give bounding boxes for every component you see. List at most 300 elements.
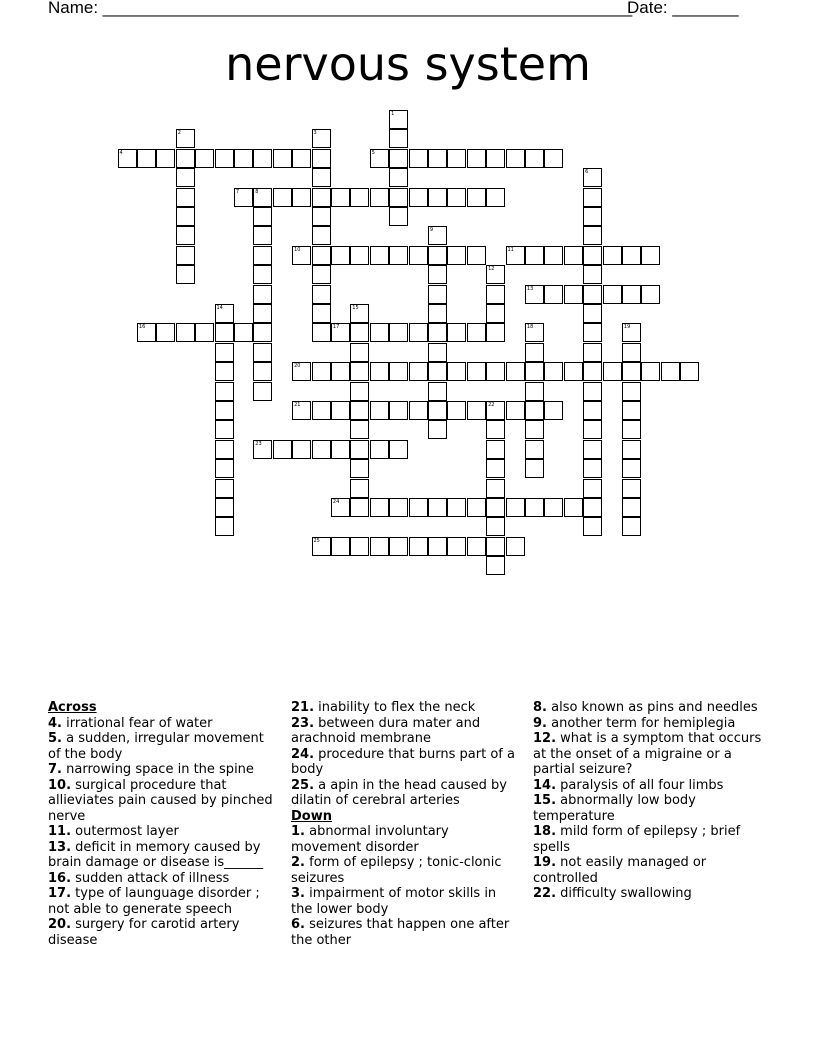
- clue-number: 1.: [291, 824, 305, 839]
- grid-cell[interactable]: [195, 149, 214, 168]
- grid-cell[interactable]: [253, 265, 272, 284]
- grid-cell[interactable]: [641, 362, 660, 381]
- grid-cell[interactable]: [409, 323, 428, 342]
- clue-item: [48, 716, 280, 732]
- clue-text: paralysis of all four limbs: [556, 777, 724, 793]
- grid-cell[interactable]: [389, 498, 408, 517]
- grid-cell[interactable]: [215, 459, 234, 478]
- grid-cell[interactable]: [583, 440, 602, 459]
- grid-cell[interactable]: [176, 323, 195, 342]
- grid-cell[interactable]: [525, 285, 544, 304]
- grid-cell[interactable]: [525, 323, 544, 342]
- clue-column-1: [48, 700, 280, 948]
- clue-number: 7.: [48, 762, 62, 777]
- grid-cell[interactable]: [622, 323, 641, 342]
- name-field-label: Name: ________________________________________________________: [48, 0, 633, 17]
- grid-cell[interactable]: [137, 149, 156, 168]
- grid-cell[interactable]: [622, 246, 641, 265]
- grid-cell[interactable]: [467, 498, 486, 517]
- grid-cell[interactable]: [583, 420, 602, 439]
- clue-text: outermost layer: [71, 824, 179, 839]
- clue-text: deficit in memory caused by brain damage or disease is______: [48, 839, 264, 870]
- grid-cell[interactable]: [622, 420, 641, 439]
- grid-cell[interactable]: [350, 401, 369, 420]
- grid-cell[interactable]: [428, 343, 447, 362]
- grid-cell[interactable]: [253, 285, 272, 304]
- cell-number: 6: [585, 169, 589, 176]
- grid-cell[interactable]: [389, 246, 408, 265]
- grid-cell[interactable]: [253, 226, 272, 245]
- grid-cell[interactable]: [409, 246, 428, 265]
- grid-cell[interactable]: [486, 149, 505, 168]
- grid-cell[interactable]: [583, 285, 602, 304]
- grid-cell[interactable]: [195, 323, 214, 342]
- grid-cell[interactable]: [486, 401, 505, 420]
- grid-cell[interactable]: [273, 149, 292, 168]
- grid-cell[interactable]: [312, 440, 331, 459]
- grid-cell[interactable]: [312, 285, 331, 304]
- clue-text: type of launguage disorder ; not able to generate speech: [48, 886, 260, 917]
- grid-cell[interactable]: [467, 537, 486, 556]
- grid-cell[interactable]: [583, 207, 602, 226]
- grid-cell[interactable]: [350, 440, 369, 459]
- grid-cell[interactable]: [622, 459, 641, 478]
- grid-cell[interactable]: [312, 265, 331, 284]
- grid-cell[interactable]: [253, 323, 272, 342]
- grid-cell[interactable]: [292, 440, 311, 459]
- grid-cell[interactable]: [486, 517, 505, 536]
- grid-cell[interactable]: [428, 304, 447, 323]
- clue-number: 8.: [533, 700, 547, 715]
- grid-cell[interactable]: [447, 246, 466, 265]
- grid-cell[interactable]: [409, 149, 428, 168]
- grid-cell[interactable]: [273, 440, 292, 459]
- grid-cell[interactable]: [525, 362, 544, 381]
- clue-column-3: [533, 700, 765, 902]
- clue-number: 19.: [533, 855, 557, 870]
- grid-cell[interactable]: [583, 517, 602, 536]
- grid-cell[interactable]: [428, 420, 447, 439]
- grid-cell[interactable]: [253, 149, 272, 168]
- grid-cell[interactable]: [447, 362, 466, 381]
- clue-number: 20.: [48, 917, 72, 932]
- grid-cell[interactable]: [370, 401, 389, 420]
- grid-cell[interactable]: [370, 498, 389, 517]
- grid-cell[interactable]: [583, 382, 602, 401]
- grid-cell[interactable]: [312, 323, 331, 342]
- clue-text: sudden attack of illness: [71, 870, 230, 886]
- grid-cell[interactable]: [544, 246, 563, 265]
- grid-cell[interactable]: [447, 149, 466, 168]
- grid-cell[interactable]: [583, 362, 602, 381]
- clue-number: 10.: [48, 777, 72, 793]
- clue-item: [533, 855, 765, 886]
- clue-text: difficulty swallowing: [556, 886, 692, 901]
- grid-cell[interactable]: [525, 246, 544, 265]
- grid-cell[interactable]: [389, 401, 408, 420]
- cell-number: 21: [294, 402, 301, 408]
- clue-text: what is a symptom that occurs at the onset of a migraine or a partial seizure?: [533, 731, 762, 777]
- grid-cell[interactable]: [215, 382, 234, 401]
- grid-cell[interactable]: [215, 362, 234, 381]
- grid-cell[interactable]: [486, 285, 505, 304]
- grid-cell[interactable]: [428, 382, 447, 401]
- clue-text: a sudden, irregular movement of the body: [48, 731, 264, 762]
- grid-cell[interactable]: [389, 129, 408, 148]
- grid-cell[interactable]: [292, 188, 311, 207]
- grid-cell[interactable]: [622, 362, 641, 381]
- grid-cell[interactable]: [331, 188, 350, 207]
- grid-cell[interactable]: [603, 285, 622, 304]
- grid-cell[interactable]: [525, 149, 544, 168]
- grid-cell[interactable]: [312, 226, 331, 245]
- grid-cell[interactable]: [350, 420, 369, 439]
- grid-cell[interactable]: [428, 498, 447, 517]
- clue-item: [291, 716, 519, 747]
- cell-number: 8: [255, 188, 259, 195]
- grid-cell[interactable]: [331, 440, 350, 459]
- clue-item: [291, 824, 519, 855]
- grid-cell[interactable]: [544, 149, 563, 168]
- grid-cell[interactable]: [622, 440, 641, 459]
- grid-cell[interactable]: [215, 440, 234, 459]
- grid-cell[interactable]: [583, 459, 602, 478]
- grid-cell[interactable]: [428, 362, 447, 381]
- grid-cell[interactable]: [370, 246, 389, 265]
- grid-cell[interactable]: [350, 382, 369, 401]
- grid-cell[interactable]: [525, 420, 544, 439]
- clue-number: 4.: [48, 715, 62, 731]
- grid-cell[interactable]: [486, 362, 505, 381]
- grid-cell[interactable]: [350, 459, 369, 478]
- grid-cell[interactable]: [350, 246, 369, 265]
- grid-cell[interactable]: [331, 246, 350, 265]
- grid-cell[interactable]: [312, 149, 331, 168]
- grid-cell[interactable]: [486, 556, 505, 575]
- clue-text: irrational fear of water: [61, 715, 213, 731]
- grid-cell[interactable]: [409, 188, 428, 207]
- grid-cell[interactable]: [583, 188, 602, 207]
- grid-cell[interactable]: [234, 323, 253, 342]
- grid-cell[interactable]: [622, 401, 641, 420]
- grid-cell[interactable]: [641, 285, 660, 304]
- grid-cell[interactable]: [215, 479, 234, 498]
- grid-cell[interactable]: [118, 149, 137, 168]
- grid-cell[interactable]: [215, 149, 234, 168]
- grid-cell[interactable]: [370, 362, 389, 381]
- clue-text: narrowing space in the spine: [61, 762, 254, 777]
- grid-cell[interactable]: [486, 537, 505, 556]
- grid-cell[interactable]: [583, 168, 602, 187]
- grid-cell[interactable]: [350, 362, 369, 381]
- grid-cell[interactable]: [680, 362, 699, 381]
- grid-cell[interactable]: [447, 537, 466, 556]
- grid-cell[interactable]: [176, 188, 195, 207]
- clue-number: 25.: [291, 777, 315, 793]
- clue-item: [291, 778, 519, 809]
- clue-number: 12.: [533, 731, 557, 746]
- grid-cell[interactable]: [622, 343, 641, 362]
- clue-number: 5.: [48, 731, 62, 746]
- grid-cell[interactable]: [312, 362, 331, 381]
- grid-cell[interactable]: [622, 517, 641, 536]
- clue-item: [48, 871, 280, 887]
- grid-cell[interactable]: [215, 517, 234, 536]
- cell-number: 25: [313, 537, 320, 544]
- grid-cell[interactable]: [506, 149, 525, 168]
- cell-number: 4: [119, 149, 123, 156]
- grid-cell[interactable]: [506, 362, 525, 381]
- grid-cell[interactable]: [350, 304, 369, 323]
- grid-cell[interactable]: [253, 362, 272, 381]
- grid-cell[interactable]: [253, 188, 272, 207]
- grid-cell[interactable]: [253, 382, 272, 401]
- grid-cell[interactable]: [273, 188, 292, 207]
- grid-cell[interactable]: [428, 323, 447, 342]
- grid-cell[interactable]: [234, 149, 253, 168]
- clue-number: 2.: [291, 855, 305, 870]
- clue-item: [291, 855, 519, 886]
- grid-cell[interactable]: [312, 168, 331, 187]
- cell-number: 9: [429, 227, 434, 234]
- cell-number: 15: [352, 305, 359, 311]
- grid-cell[interactable]: [389, 440, 408, 459]
- clue-item: [291, 917, 519, 948]
- grid-cell[interactable]: [312, 129, 331, 148]
- cell-number: 2: [177, 130, 181, 137]
- grid-cell[interactable]: [292, 149, 311, 168]
- grid-cell[interactable]: [389, 207, 408, 226]
- grid-cell[interactable]: [292, 362, 311, 381]
- grid-cell[interactable]: [253, 207, 272, 226]
- grid-cell[interactable]: [331, 401, 350, 420]
- grid-cell[interactable]: [409, 498, 428, 517]
- grid-cell[interactable]: [253, 304, 272, 323]
- grid-cell[interactable]: [312, 537, 331, 556]
- grid-cell[interactable]: [428, 246, 447, 265]
- grid-cell[interactable]: [176, 168, 195, 187]
- grid-cell[interactable]: [525, 401, 544, 420]
- grid-cell[interactable]: [389, 188, 408, 207]
- clue-number: 22.: [533, 886, 557, 901]
- clue-text: procedure that burns part of a body: [291, 746, 515, 777]
- grid-cell[interactable]: [176, 207, 195, 226]
- grid-cell[interactable]: [331, 498, 350, 517]
- grid-cell[interactable]: [467, 401, 486, 420]
- grid-cell[interactable]: [564, 362, 583, 381]
- clue-number: 3.: [291, 886, 305, 901]
- grid-cell[interactable]: [215, 304, 234, 323]
- grid-cell[interactable]: [486, 479, 505, 498]
- grid-cell[interactable]: [525, 343, 544, 362]
- clue-text: a apin in the head caused by dilatin of cerebral arteries: [291, 777, 507, 808]
- grid-cell[interactable]: [467, 246, 486, 265]
- grid-cell[interactable]: [506, 246, 525, 265]
- grid-cell[interactable]: [331, 323, 350, 342]
- grid-cell[interactable]: [467, 362, 486, 381]
- grid-cell[interactable]: [370, 440, 389, 459]
- grid-cell[interactable]: [603, 246, 622, 265]
- grid-cell[interactable]: [486, 304, 505, 323]
- grid-cell[interactable]: [583, 498, 602, 517]
- grid-cell[interactable]: [486, 188, 505, 207]
- clue-number: 6.: [291, 917, 305, 932]
- grid-cell[interactable]: [486, 440, 505, 459]
- grid-cell[interactable]: [234, 188, 253, 207]
- grid-cell[interactable]: [253, 246, 272, 265]
- grid-cell[interactable]: [389, 323, 408, 342]
- grid-cell[interactable]: [292, 401, 311, 420]
- grid-cell[interactable]: [486, 498, 505, 517]
- grid-cell[interactable]: [583, 226, 602, 245]
- grid-cell[interactable]: [525, 382, 544, 401]
- grid-cell[interactable]: [486, 459, 505, 478]
- grid-cell[interactable]: [428, 537, 447, 556]
- clue-number: 14.: [533, 777, 557, 793]
- grid-cell[interactable]: [409, 537, 428, 556]
- grid-cell[interactable]: [428, 188, 447, 207]
- grid-cell[interactable]: [331, 537, 350, 556]
- grid-cell[interactable]: [428, 401, 447, 420]
- grid-cell[interactable]: [176, 129, 195, 148]
- cell-number: 10: [294, 246, 301, 253]
- grid-cell[interactable]: [409, 401, 428, 420]
- grid-cell[interactable]: [350, 323, 369, 342]
- grid-cell[interactable]: [389, 537, 408, 556]
- grid-cell[interactable]: [312, 304, 331, 323]
- grid-cell[interactable]: [486, 323, 505, 342]
- grid-cell[interactable]: [486, 265, 505, 284]
- grid-cell[interactable]: [467, 323, 486, 342]
- grid-cell[interactable]: [389, 168, 408, 187]
- grid-cell[interactable]: [544, 401, 563, 420]
- grid-cell[interactable]: [331, 362, 350, 381]
- grid-cell[interactable]: [583, 265, 602, 284]
- grid-cell[interactable]: [350, 343, 369, 362]
- grid-cell[interactable]: [564, 498, 583, 517]
- grid-cell[interactable]: [253, 343, 272, 362]
- cell-number: 7: [235, 188, 240, 195]
- grid-cell[interactable]: [428, 285, 447, 304]
- grid-cell[interactable]: [176, 265, 195, 284]
- clue-text: between dura mater and arachnoid membrane: [291, 715, 481, 746]
- grid-cell[interactable]: [622, 479, 641, 498]
- clue-number: 24.: [291, 746, 315, 762]
- grid-cell[interactable]: [525, 498, 544, 517]
- grid-cell[interactable]: [506, 537, 525, 556]
- clue-item: [533, 886, 765, 902]
- grid-cell[interactable]: [583, 401, 602, 420]
- clue-text: surgical procedure that allieviates pain caused by pinched nerve: [48, 777, 273, 824]
- cell-number: 11: [507, 246, 514, 253]
- clue-text: seizures that happen one after the other: [291, 917, 510, 948]
- grid-cell[interactable]: [409, 362, 428, 381]
- cell-number: 3: [313, 130, 317, 137]
- grid-cell[interactable]: [370, 149, 389, 168]
- grid-cell[interactable]: [525, 459, 544, 478]
- grid-cell[interactable]: [156, 149, 175, 168]
- grid-cell[interactable]: [447, 401, 466, 420]
- grid-cell[interactable]: [312, 188, 331, 207]
- grid-cell[interactable]: [428, 226, 447, 245]
- grid-cell[interactable]: [350, 537, 369, 556]
- grid-cell[interactable]: [486, 420, 505, 439]
- grid-cell[interactable]: [215, 343, 234, 362]
- grid-cell[interactable]: [176, 149, 195, 168]
- grid-cell[interactable]: [447, 188, 466, 207]
- grid-cell[interactable]: [215, 498, 234, 517]
- grid-cell[interactable]: [137, 323, 156, 342]
- grid-cell[interactable]: [506, 498, 525, 517]
- cell-number: 12: [488, 266, 495, 273]
- grid-cell[interactable]: [583, 304, 602, 323]
- grid-cell[interactable]: [603, 362, 622, 381]
- grid-cell[interactable]: [583, 246, 602, 265]
- clue-column-2: [291, 700, 519, 948]
- grid-cell[interactable]: [583, 479, 602, 498]
- grid-cell[interactable]: [176, 246, 195, 265]
- clue-number: 13.: [48, 839, 72, 855]
- grid-cell[interactable]: [312, 246, 331, 265]
- grid-cell[interactable]: [370, 323, 389, 342]
- grid-cell[interactable]: [583, 343, 602, 362]
- grid-cell[interactable]: [622, 382, 641, 401]
- grid-cell[interactable]: [312, 401, 331, 420]
- grid-cell[interactable]: [215, 420, 234, 439]
- grid-cell[interactable]: [292, 246, 311, 265]
- grid-cell[interactable]: [350, 498, 369, 517]
- grid-cell[interactable]: [370, 188, 389, 207]
- clue-item: [291, 700, 519, 716]
- clue-text: also known as pins and needles: [546, 700, 758, 715]
- grid-cell[interactable]: [428, 149, 447, 168]
- grid-cell[interactable]: [389, 362, 408, 381]
- grid-cell[interactable]: [350, 479, 369, 498]
- grid-cell[interactable]: [622, 285, 641, 304]
- grid-cell[interactable]: [583, 323, 602, 342]
- clue-number: 9.: [533, 715, 547, 731]
- grid-cell[interactable]: [215, 401, 234, 420]
- grid-cell[interactable]: [312, 207, 331, 226]
- grid-cell[interactable]: [350, 188, 369, 207]
- grid-cell[interactable]: [544, 498, 563, 517]
- grid-cell[interactable]: [525, 440, 544, 459]
- grid-cell[interactable]: [544, 285, 563, 304]
- grid-cell[interactable]: [370, 537, 389, 556]
- grid-cell[interactable]: [641, 246, 660, 265]
- grid-cell[interactable]: [428, 265, 447, 284]
- clue-item: [291, 886, 519, 917]
- clue-number: 11.: [48, 824, 72, 839]
- clue-number: 16.: [48, 870, 72, 886]
- grid-cell[interactable]: [447, 498, 466, 517]
- grid-cell[interactable]: [564, 246, 583, 265]
- grid-cell[interactable]: [564, 285, 583, 304]
- grid-cell[interactable]: [467, 149, 486, 168]
- grid-cell[interactable]: [253, 440, 272, 459]
- grid-cell[interactable]: [467, 188, 486, 207]
- grid-cell[interactable]: [389, 149, 408, 168]
- grid-cell[interactable]: [176, 226, 195, 245]
- grid-cell[interactable]: [447, 323, 466, 342]
- grid-cell[interactable]: [215, 323, 234, 342]
- grid-cell[interactable]: [389, 110, 408, 129]
- grid-cell[interactable]: [544, 362, 563, 381]
- grid-cell[interactable]: [506, 401, 525, 420]
- grid-cell[interactable]: [156, 323, 175, 342]
- grid-cell[interactable]: [661, 362, 680, 381]
- grid-cell[interactable]: [622, 498, 641, 517]
